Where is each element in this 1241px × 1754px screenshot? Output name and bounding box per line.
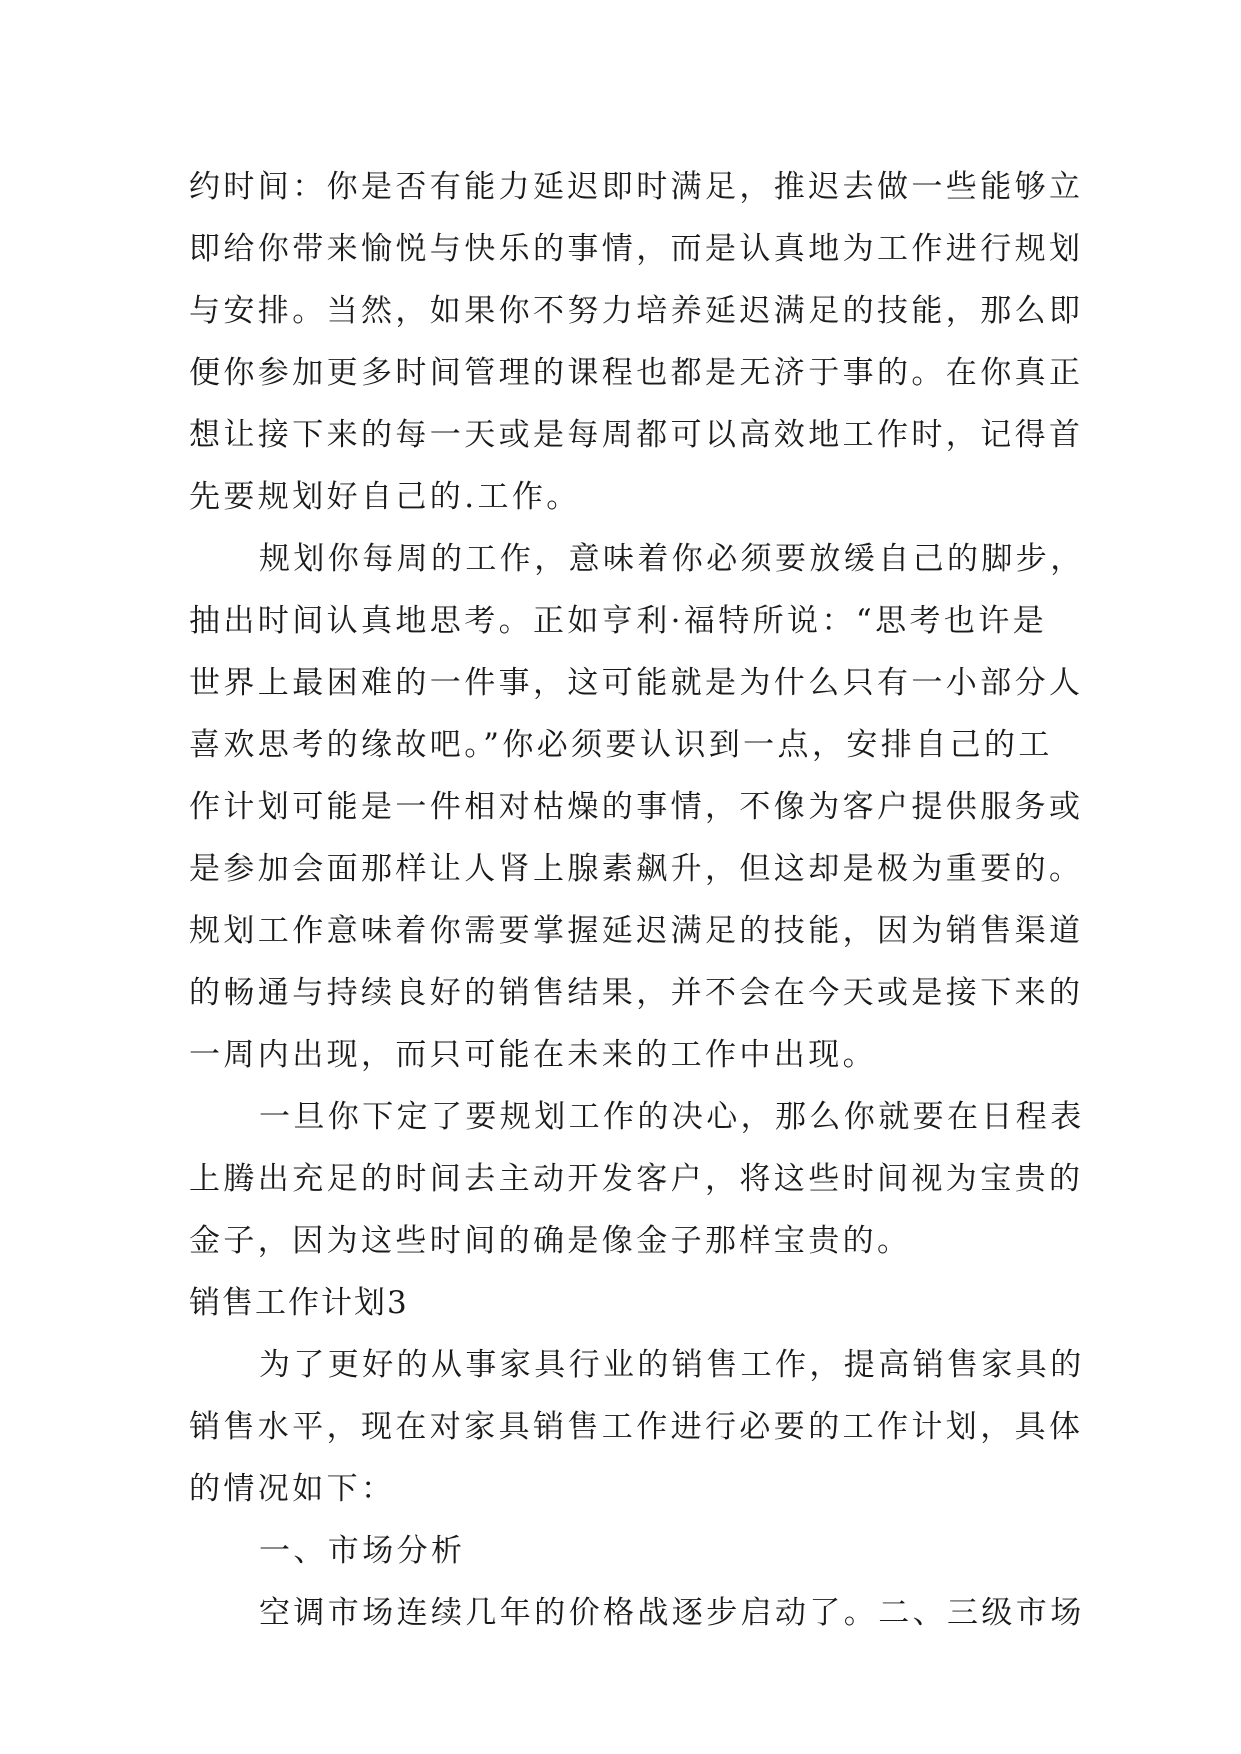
document-body — [189, 156, 1085, 1644]
text-line: 喜欢思考的缘故吧。”你必须要认识到一点，安排自己的工 — [189, 727, 1053, 763]
text-line: 规划工作意味着你需要掌握延迟满足的技能，因为销售渠道 — [189, 913, 1084, 949]
text-line: 上腾出充足的时间去主动开发客户，将这些时间视为宝贵的 — [189, 1161, 1084, 1197]
text-line: 即给你带来愉悦与快乐的事情，而是认真地为工作进行规划 — [189, 231, 1084, 267]
paragraph-first-line: 空调市场连续几年的价格战逐步启动了。二、三级市场 — [259, 1595, 1085, 1631]
text-line: 的畅通与持续良好的销售结果，并不会在今天或是接下来的 — [189, 975, 1084, 1011]
text-line: 是参加会面那样让人肾上腺素飙升，但这却是极为重要的。 — [189, 851, 1084, 887]
paragraph-first-line: 一旦你下定了要规划工作的决心，那么你就要在日程表 — [259, 1099, 1085, 1135]
text-line: 的情况如下： — [189, 1471, 396, 1507]
text-line: 与安排。当然，如果你不努力培养延迟满足的技能，那么即 — [189, 293, 1084, 329]
text-line: 销售水平，现在对家具销售工作进行必要的工作计划，具体 — [189, 1409, 1084, 1445]
text-line: 作计划可能是一件相对枯燥的事情，不像为客户提供服务或 — [189, 789, 1084, 825]
section-heading: 销售工作计划3 — [189, 1285, 409, 1321]
text-line: 抽出时间认真地思考。正如亨利·福特所说：“思考也许是 — [189, 603, 1048, 639]
text-line: 金子，因为这些时间的确是像金子那样宝贵的。 — [189, 1223, 912, 1259]
paragraph-first-line: 为了更好的从事家具行业的销售工作，提高销售家具的 — [259, 1347, 1085, 1383]
text-line: 世界上最困难的一件事，这可能就是为什么只有一小部分人 — [189, 665, 1084, 701]
text-line: 想让接下来的每一天或是每周都可以高效地工作时，记得首 — [189, 417, 1084, 453]
text-line: 先要规划好自己的.工作。 — [189, 479, 581, 515]
subsection-heading: 一、市场分析 — [259, 1533, 466, 1569]
text-line: 一周内出现，而只可能在未来的工作中出现。 — [189, 1037, 877, 1073]
paragraph-first-line: 规划你每周的工作，意味着你必须要放缓自己的脚步， — [259, 541, 1085, 577]
text-line: 便你参加更多时间管理的课程也都是无济于事的。在你真正 — [189, 355, 1084, 391]
text-line: 约时间：你是否有能力延迟即时满足，推迟去做一些能够立 — [189, 169, 1084, 205]
